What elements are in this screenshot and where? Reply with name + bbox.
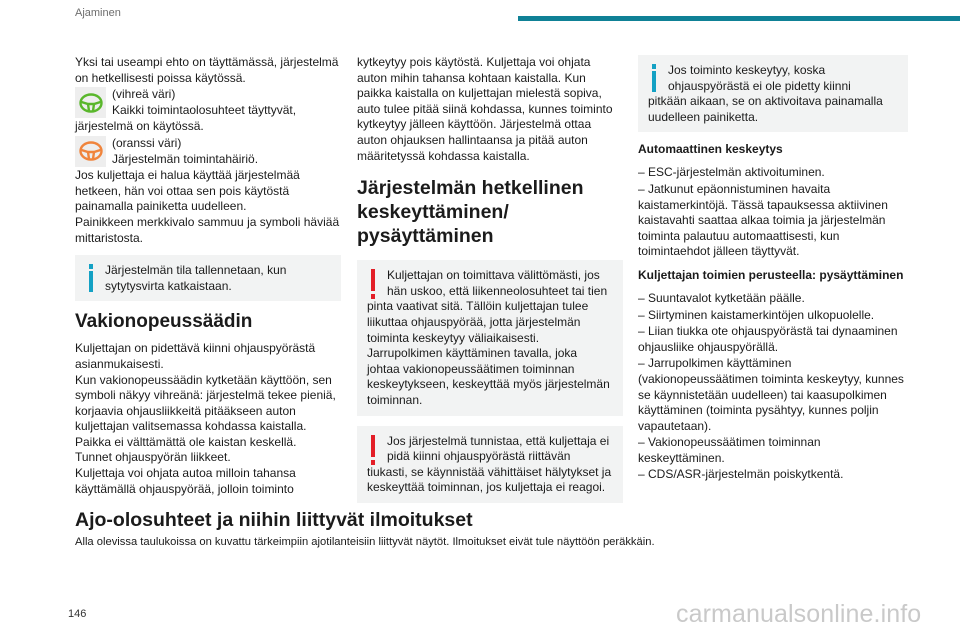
paragraph: Tunnet ohjauspyörän liikkeet. (75, 450, 231, 465)
paragraph: kytkeytyy pois käytöstä. Kuljettaja voi ohjata auton mihin tahansa kohtaan kaistalla. Kun paikka kaistalla on kuljettajan mielestä sopiva, auto tulee pitää siinä kohdassa, kunnes toiminto kytkeytyy jälleen käyttöön. Järjestelmä ottaa auton ohjauksen hallintaansa ja pitää auton määritetyssä kohdassa kaistalla. (357, 55, 613, 163)
info-note (638, 55, 908, 132)
warning-icon (369, 435, 377, 465)
section-heading: Vakionopeussäädin (75, 311, 253, 333)
paragraph: järjestelmä on käytössä. (75, 119, 204, 134)
warning-note-text: Jarrupolkimen käyttäminen tavalla, joka johtaa vakionopeussäätimen toiminnan keskeytykseen, keskeyttää myös järjestelmän toiminnan. (367, 346, 610, 407)
green-indicator-row (75, 87, 341, 118)
bottom-section (75, 508, 935, 548)
paragraph: Kuljettaja voi ohjata autoa milloin tahansa käyttämällä ohjauspyörää, jolloin toiminto (75, 466, 296, 496)
watermark: carmanualsonline.info (676, 600, 922, 628)
indicator-color-label: (oranssi väri) (112, 135, 182, 150)
steering-wheel-green-icon (79, 93, 103, 113)
info-note-text: pitkään aikaan, se on aktivoitava painamalla uudelleen painiketta. (648, 94, 883, 124)
column-1 (75, 55, 341, 497)
list-item: – Suuntavalot kytketään päälle. (638, 290, 805, 305)
warning-note-text: tiukasti, se käynnistää vähittäiset hälytykset ja keskeyttää toiminnan, jos kuljettaja ei reagoi. (367, 464, 612, 495)
paragraph: Jos kuljettaja ei halua käyttää järjestelmää hetkeen, hän voi ottaa sen pois käytöstä painamalla painiketta uudelleen. (75, 168, 300, 214)
subheading: Kuljettajan toimien perusteella: pysäyttäminen (638, 267, 904, 282)
paragraph: Kun vakionopeussäädin kytketään käyttöön, sen symboli näkyy vihreänä: järjestelmä tekee pieniä, korjaavia ohjausliikkeitä pitääkseen auton kuljettajan valitsemassa kohdassa kaistalla. (75, 372, 336, 434)
list-item: – CDS/ASR-järjestelmän poiskytkentä. (638, 467, 844, 482)
page-number: 146 (68, 608, 87, 620)
list-item: – Siirtyminen kaistamerkintöjen ulkopuolelle. (638, 307, 875, 322)
paragraph: Kuljettajan on pidettävä kiinni ohjauspyörästä asianmukaisesti. (75, 341, 316, 371)
info-note-text: Järjestelmän tila tallennetaan, kun sytytysvirta katkaistaan. (105, 263, 287, 293)
header-accent-bar (518, 16, 960, 21)
warning-note-text: Kuljettajan on toimittava välittömästi, jos hän uskoo, että liikenneolosuhteet tai tien (387, 268, 608, 298)
column-3 (638, 55, 908, 484)
list-item: – Liian tiukka ote ohjauspyörästä tai dynaaminen ohjausliike ohjauspyörällä. (638, 324, 898, 354)
paragraph: Yksi tai useampi ehto on täyttämässä, järjestelmä on hetkellisesti poissa käytössä. (75, 55, 339, 85)
warning-note-text: Jos järjestelmä tunnistaa, että kuljettaja ei pidä kiinni ohjauspyörästä riittävän (387, 433, 610, 464)
column-2 (357, 55, 623, 513)
warning-note (357, 426, 623, 503)
indicator-color-label: (vihreä väri) (112, 87, 176, 102)
steering-wheel-icon (75, 136, 106, 167)
info-icon (650, 64, 658, 94)
info-note-text: Jos toiminto keskeytyy, koska ohjauspyörästä ei ole pidetty kiinni (668, 63, 851, 93)
orange-indicator-row (75, 136, 341, 167)
steering-wheel-icon (75, 87, 106, 118)
section-title: Ajaminen (75, 7, 121, 19)
section-heading: Järjestelmän hetkellinen keskeyttäminen/ pysäyttäminen (357, 177, 584, 248)
warning-note-text: pinta vaativat sitä. Tällöin kuljettajan tulee liikuttaa ohjauspyörää, jotta järjestelmän toiminta keskeytyy väliaikaisesti. (367, 299, 589, 345)
subheading: Automaattinen keskeytys (638, 142, 783, 157)
list-item: – ESC-järjestelmän aktivoituminen. (638, 165, 825, 180)
paragraph: Painikkeen merkkivalo sammuu ja symboli häviää mittaristosta. (75, 214, 340, 245)
paragraph: Alla olevissa taulukoissa on kuvattu tärkeimpiin ajotilanteisiin liittyvät näytöt. Ilmoitukset eivät tule näyttöön peräkkäin. (75, 536, 655, 548)
info-note (75, 255, 341, 301)
info-icon (87, 264, 95, 294)
paragraph: Paikka ei välttämättä ole kaistan keskellä. (75, 434, 297, 449)
list-item: – Jarrupolkimen käyttäminen (vakionopeussäätimen toiminta keskeytyy, kunnes se käynnistetään uudelleen) tai kaasupolkimen käyttäminen (toiminta pysähtyy, kunnes poljin vapautetaan). (638, 356, 904, 433)
section-heading: Ajo-olosuhteet ja niihin liittyvät ilmoitukset (75, 509, 473, 531)
indicator-description: Kaikki toimintaolosuhteet täyttyvät, (112, 102, 297, 117)
steering-wheel-orange-icon (79, 141, 103, 161)
indicator-description: Järjestelmän toimintahäiriö. (112, 151, 259, 166)
list-item: – Vakionopeussäätimen toiminnan keskeyttäminen. (638, 435, 821, 465)
warning-note (357, 260, 623, 415)
warning-icon (369, 269, 377, 299)
list-item: – Jatkunut epäonnistuminen havaita kaistamerkintöjä. Tässä tapauksessa aktiivinen kaistavahti saattaa alkaa toimia ja järjestelmän toiminta palautuu automaattisesti, kun toimintaehdot jälleen täyttyvät. (638, 181, 888, 259)
